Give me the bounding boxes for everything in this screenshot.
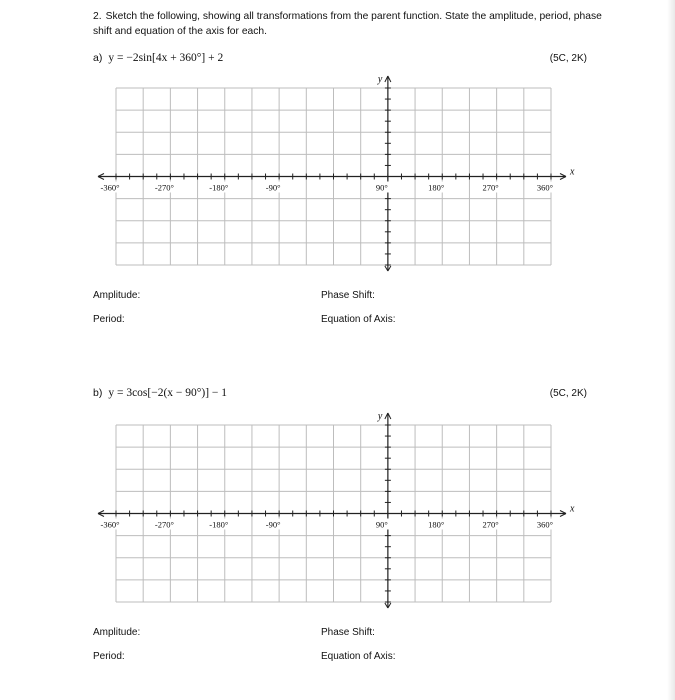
part-b-tick-label: 90° (375, 519, 388, 530)
part-a-tick-label: 270° (482, 182, 499, 193)
part-b-tick-label: -360° (100, 519, 120, 530)
page-edge-shadow (667, 0, 675, 700)
part-a-tick-label: 90° (375, 182, 388, 193)
part-b-axis-equation-label: Equation of Axis: (321, 651, 396, 662)
part-a-equation: y = −2sin[4x + 360°] + 2 (108, 52, 224, 64)
question-number: 2. (93, 11, 102, 22)
part-a-tick-label: -180° (209, 182, 229, 193)
part-a-amplitude-label: Amplitude: (93, 290, 141, 301)
part-b-tick-label: 270° (482, 519, 499, 530)
part-b-heading (93, 387, 227, 399)
part-b-equation: y = 3cos[−2(x − 90°)] − 1 (108, 387, 228, 399)
part-a-period-label: Period: (93, 314, 125, 325)
part-a-tick-label: 360° (536, 182, 554, 193)
part-a-tick-label: 180° (428, 182, 445, 193)
part-a-phase-shift-label: Phase Shift: (321, 290, 375, 301)
part-a-marks: (5C, 2K) (549, 53, 587, 64)
part-a-tick-label: -270° (154, 182, 174, 193)
question-text: Sketch the following, showing all transformations from the parent function. State the amplitude, period, phase shift and equation of the axis for each. (93, 11, 602, 37)
part-b-grid (96, 410, 591, 610)
part-b-marks: (5C, 2K) (549, 388, 587, 399)
part-a-tick-label: -90° (265, 182, 281, 193)
part-b-grid-svg (96, 410, 591, 610)
part-b-tick-label: -90° (265, 519, 281, 530)
part-a-x-axis-letter: x (570, 166, 575, 178)
part-b-period-label: Period: (93, 651, 125, 662)
part-a-axis-equation-label: Equation of Axis: (321, 314, 396, 325)
part-b-tick-label: 360° (536, 519, 554, 530)
part-b-y-axis-letter: y (377, 411, 383, 422)
part-b-tick-label: 180° (428, 519, 445, 530)
part-a-grid-svg (96, 73, 591, 273)
part-a-grid (96, 73, 591, 273)
part-b-phase-shift-label: Phase Shift: (321, 627, 375, 638)
part-a-tick-label: -360° (100, 182, 120, 193)
part-b-label: b) (93, 387, 103, 399)
question-intro (93, 9, 613, 39)
part-b-tick-label: -180° (209, 519, 229, 530)
part-b-amplitude-label: Amplitude: (93, 627, 141, 638)
part-b-x-axis-letter: x (570, 503, 575, 515)
part-a-y-axis-letter: y (377, 74, 383, 85)
part-a-label: a) (93, 52, 103, 64)
part-a-heading (93, 52, 223, 64)
part-b-tick-label: -270° (154, 519, 174, 530)
